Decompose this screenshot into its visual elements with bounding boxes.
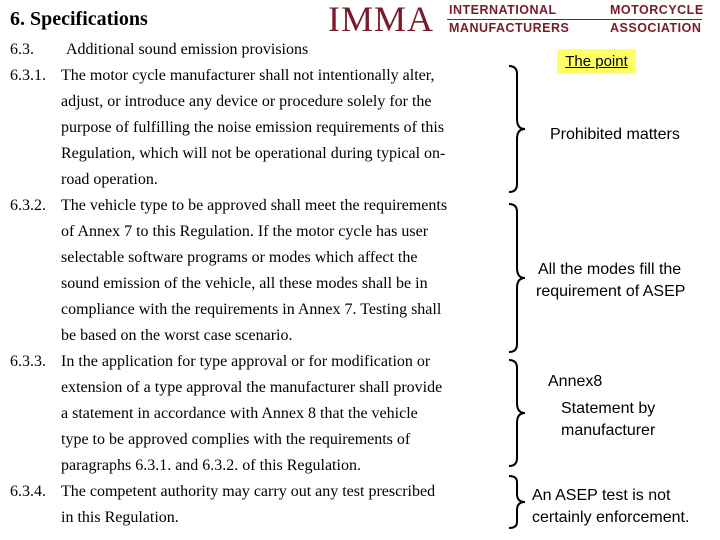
paragraph-text: The vehicle type to be approved shall meet the requirements <box>61 197 448 214</box>
brace-6-3-1 <box>505 64 529 194</box>
logo-text-manufacturers: MANUFACTURERS <box>449 21 570 35</box>
paragraph-text: adjust, or introduce any device or procedure solely for the <box>61 93 432 110</box>
paragraph-text: a statement in accordance with Annex 8 that the vehicle <box>61 405 418 422</box>
paragraph-text: type to be approved complies with the requirements of <box>61 431 411 448</box>
paragraph-text: of Annex 7 to this Regulation. If the motor cycle has user <box>61 223 429 240</box>
the-point-label: The point <box>557 49 636 74</box>
note-asep-line1: An ASEP test is not <box>532 487 671 504</box>
paragraph-text: paragraphs 6.3.1. and 6.3.2. of this Regulation. <box>61 457 361 474</box>
paragraph-text: The motor cycle manufacturer shall not intentionally alter, <box>61 67 435 84</box>
paragraph-number: 6.3.1. <box>10 67 46 84</box>
note-annex8: Annex8 <box>548 373 603 390</box>
paragraph-text: Regulation, which will not be operational during typical on- <box>61 145 446 162</box>
paragraph-text: The competent authority may carry out any test prescribed <box>61 483 436 500</box>
paragraph-number: 6.3.2. <box>10 197 46 214</box>
section-number: 6.3. <box>10 41 34 58</box>
logo-text-international: INTERNATIONAL <box>449 3 557 17</box>
page-title: 6. Specifications <box>10 8 148 30</box>
brace-6-3-2 <box>505 202 529 354</box>
paragraph-number: 6.3.4. <box>10 483 46 500</box>
brace-6-3-3 <box>505 358 529 468</box>
logo-text-association: ASSOCIATION <box>610 21 702 35</box>
section-heading: Additional sound emission provisions <box>66 41 309 58</box>
paragraph-text: selectable software programs or modes which affect the <box>61 249 418 266</box>
paragraph-text: In the application for type approval or for modification or <box>61 353 431 370</box>
note-modes-line2: requirement of ASEP <box>536 283 686 300</box>
paragraph-text: compliance with the requirements in Annex 7. Testing shall <box>61 301 442 318</box>
paragraph-text: sound emission of the vehicle, all these modes shall be in <box>61 275 428 292</box>
logo-imma-wordmark: IMMA <box>328 0 435 39</box>
brace-6-3-4 <box>505 474 529 530</box>
paragraph-number: 6.3.3. <box>10 353 46 370</box>
note-statement-line2: manufacturer <box>561 422 656 439</box>
paragraph-text: in this Regulation. <box>61 509 179 526</box>
note-asep-line2: certainly enforcement. <box>532 509 690 526</box>
paragraph-text: be based on the worst case scenario. <box>61 327 293 344</box>
note-prohibited: Prohibited matters <box>550 126 680 143</box>
paragraph-text: extension of a type approval the manufacturer shall provide <box>61 379 443 396</box>
logo-divider <box>447 19 702 20</box>
logo-text-motorcycle: MOTORCYCLE <box>610 3 704 17</box>
paragraph-text: purpose of fulfilling the noise emission requirements of this <box>61 119 445 136</box>
note-statement-line1: Statement by <box>561 400 656 417</box>
paragraph-text: road operation. <box>61 171 158 188</box>
note-modes-line1: All the modes fill the <box>538 261 682 278</box>
